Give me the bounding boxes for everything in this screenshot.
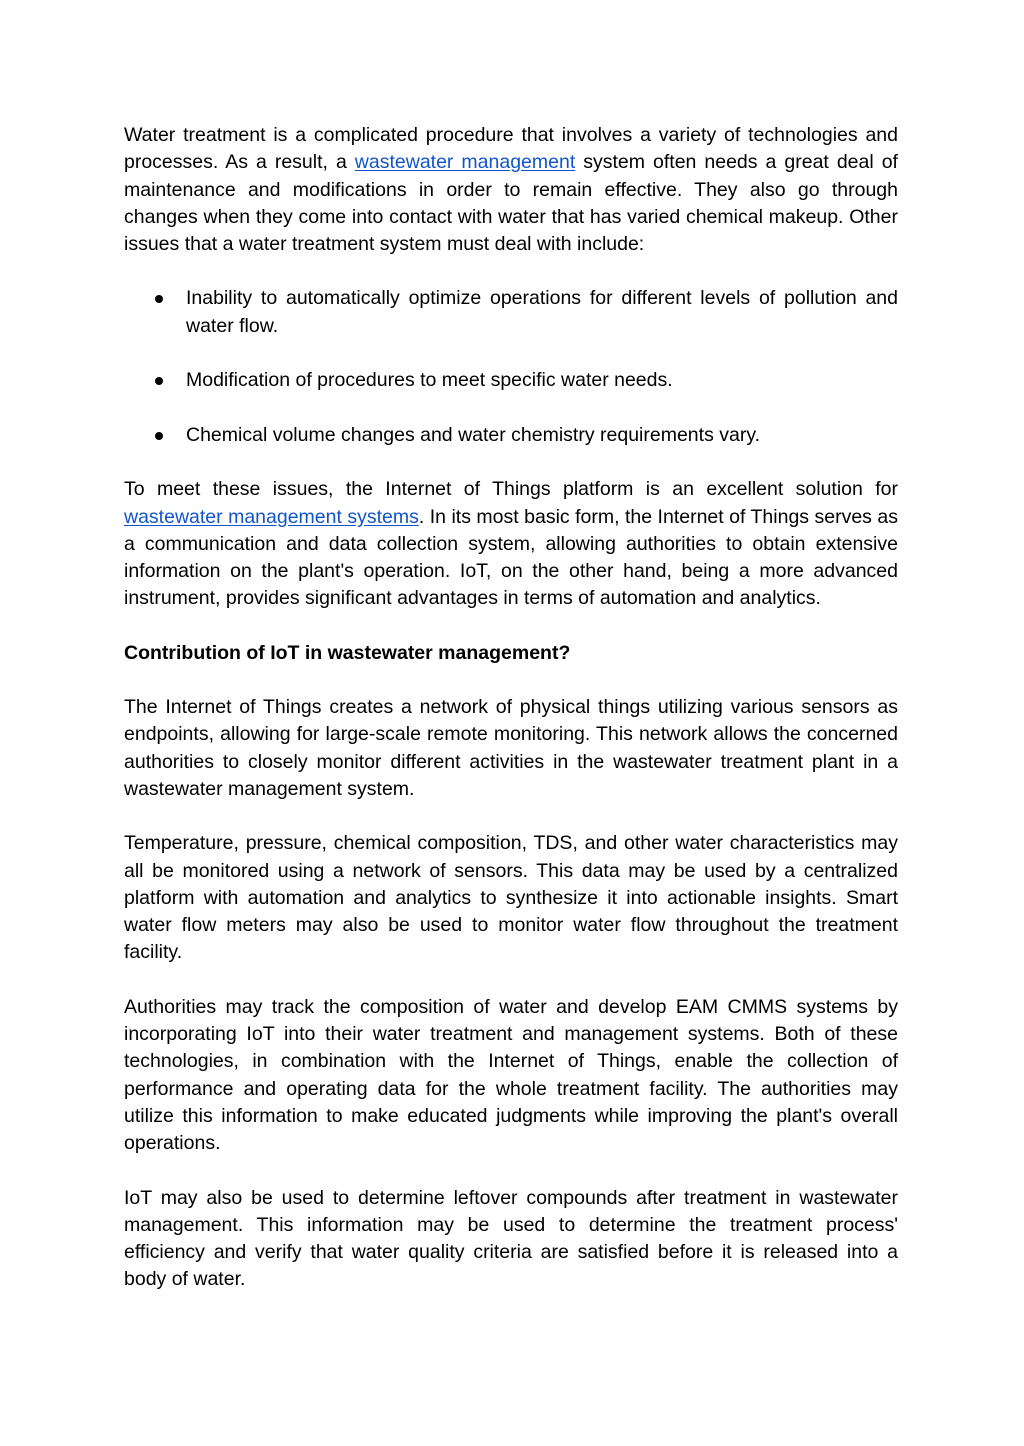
solution-text-1: To meet these issues, the Internet of Things platform is an excellent solution for (124, 478, 898, 501)
solution-paragraph (124, 476, 898, 612)
bullet-icon (155, 295, 163, 303)
bullet-icon (155, 377, 163, 385)
list-item (124, 285, 898, 340)
compounds-paragraph: IoT may also be used to determine leftover compounds after treatment in wastewater management. This information may be used to determine the treatment process' efficiency and verify that water quality criteria are satisfied before it is released into a body of water. (124, 1186, 898, 1291)
solution-text-2: . In its most basic form, the Internet of Things serves as a communication and data collection system, allowing authorities to obtain extensive information on the plant's operation. IoT, on the other hand, being a more advanced instrument, provides significant advantages in terms of automation and analytics. (124, 505, 898, 610)
network-paragraph: The Internet of Things creates a network of physical things utilizing various sensors as endpoints, allowing for large-scale remote monitoring. This network allows the concerned authorities to closely monitor different activities in the wastewater treatment plant in a wastewater management system. (124, 696, 898, 800)
list-item-text: Modification of procedures to meet specific water needs. (186, 369, 673, 392)
sensors-paragraph: Temperature, pressure, chemical composition, TDS, and other water characteristics may all be monitored using a network of sensors. This data may be used by a centralized platform with automation and analytics to synthesize it into actionable insights. Smart water flow meters may also be used to monitor water flow throughout the treatment facility. (124, 832, 898, 964)
document-page (124, 122, 898, 1321)
section-heading: Contribution of IoT in wastewater management? (124, 641, 571, 664)
list-item-text: Chemical volume changes and water chemistry requirements vary. (186, 423, 761, 446)
list-item (124, 367, 898, 394)
eam-cmms-paragraph: Authorities may track the composition of water and develop EAM CMMS systems by incorporating IoT into their water treatment and management systems. Both of these technologies, in combination with the Internet of Things, enable the collection of performance and operating data for the whole treatment facility. The authorities may utilize this information to make educated judgments while improving the plant's overall operations. (124, 995, 898, 1155)
wastewater-management-link[interactable]: wastewater management (354, 151, 576, 174)
intro-text-2: system often needs a great deal of maintenance and modifications in order to remain effective. They also go through changes when they come into contact with water that has varied chemical makeup. Other issues that a water treatment system must deal with include: (124, 151, 898, 256)
intro-text-1: Water treatment is a complicated procedure that involves a variety of technologies and processes. As a result, a (124, 124, 898, 174)
list-item-text: Inability to automatically optimize operations for different levels of pollution and water flow. (186, 287, 898, 337)
wastewater-management-systems-link[interactable]: wastewater management systems (124, 505, 419, 528)
list-item (124, 422, 898, 449)
issues-list (124, 285, 898, 449)
intro-paragraph (124, 122, 898, 258)
bullet-icon (155, 432, 163, 440)
